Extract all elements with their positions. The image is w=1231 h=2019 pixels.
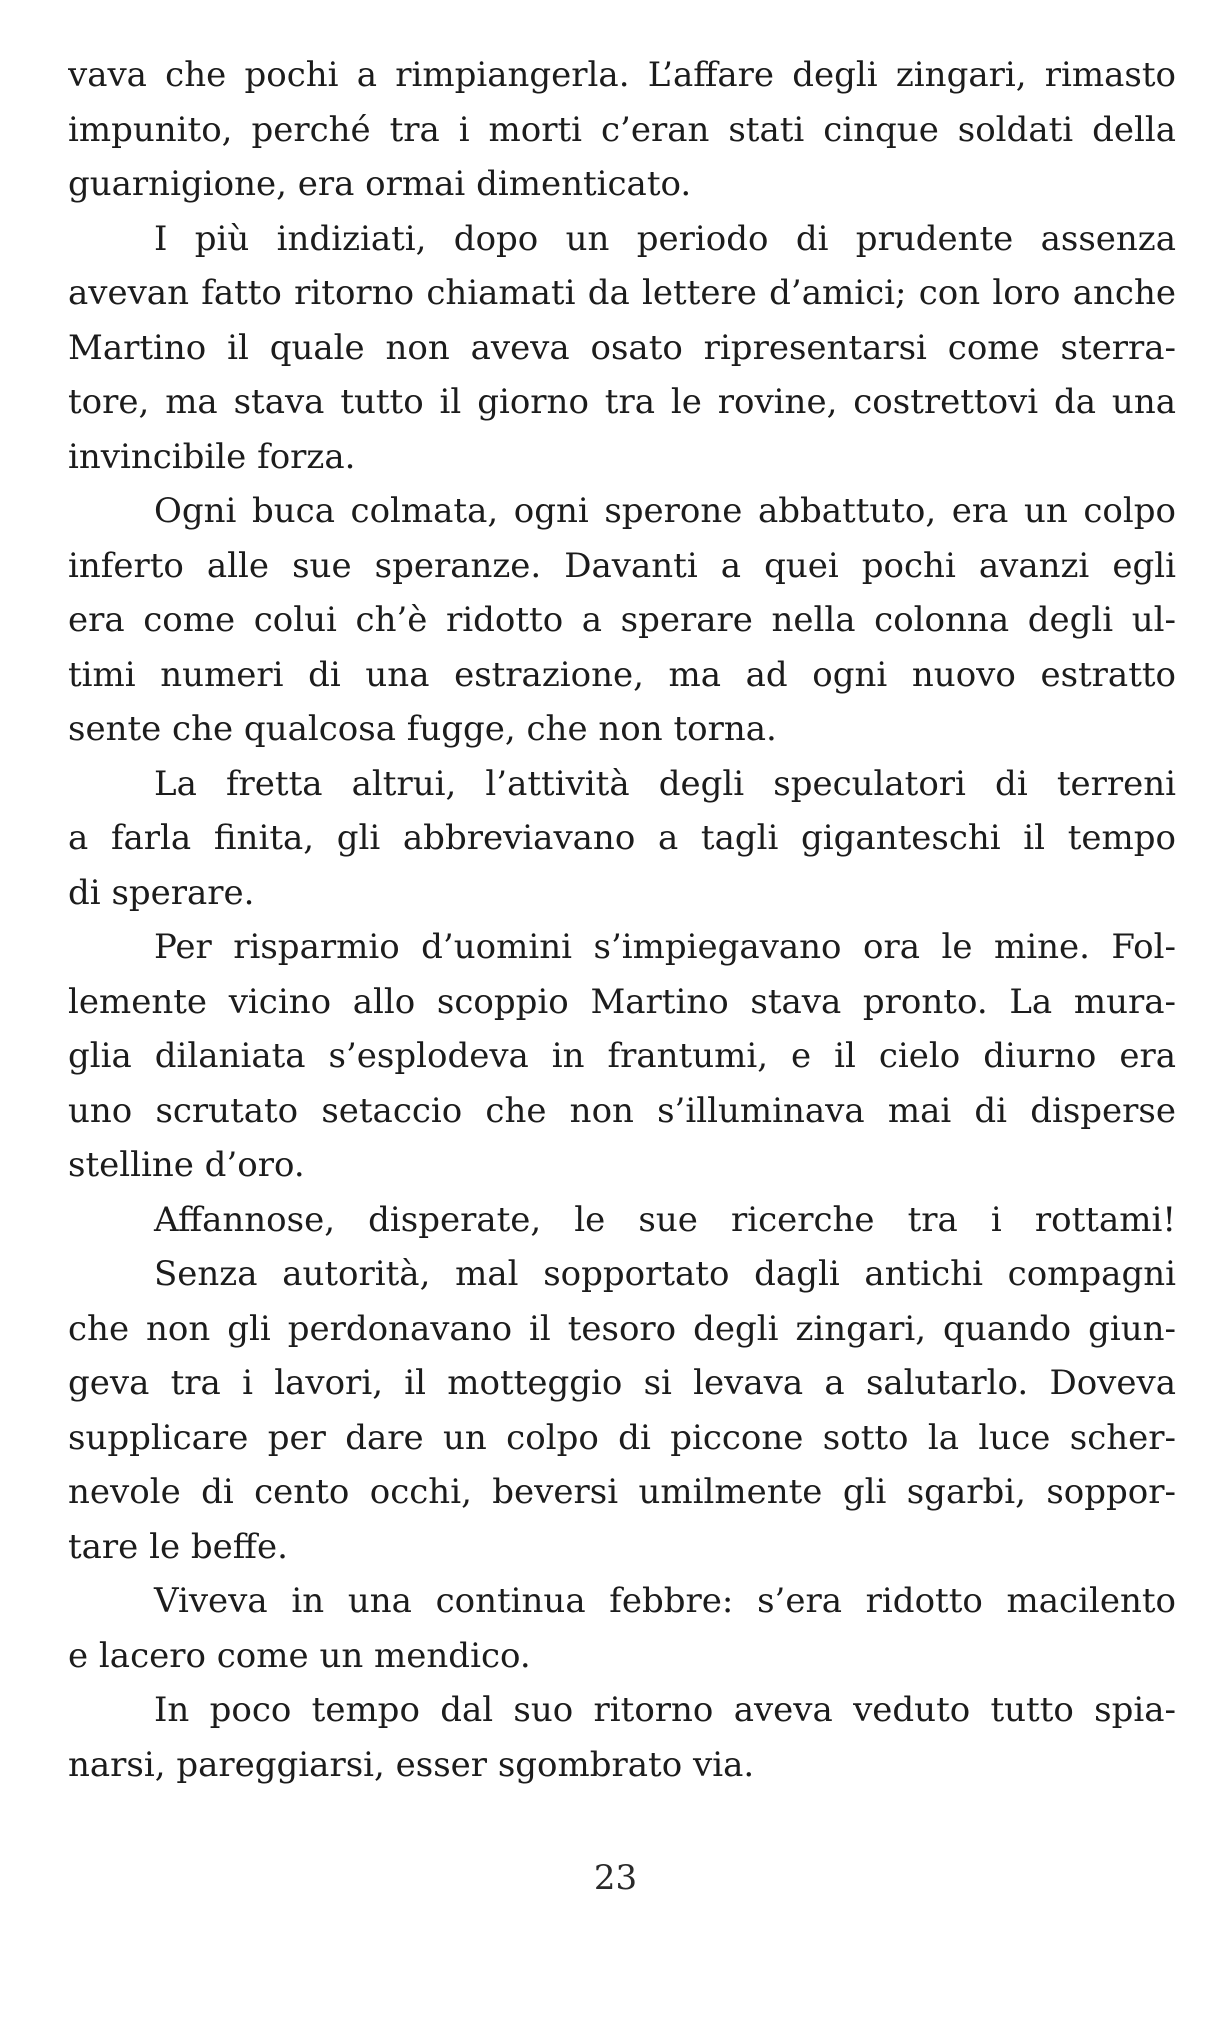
text-line: I più indiziati, dopo un periodo di prudente assenza bbox=[154, 218, 1176, 259]
text-line: Ogni buca colmata, ogni sperone abbattuto, era un colpo bbox=[154, 491, 1176, 531]
text-line: timi numeri di una estrazione, ma ad ogni nuovo estratto bbox=[68, 654, 1176, 695]
text-line: invincibile forza. bbox=[68, 436, 356, 477]
text-line: tare le beffe. bbox=[68, 1526, 288, 1567]
text-line: vava che pochi a rimpiangerla. L’affare degli zingari, rimasto bbox=[68, 55, 1176, 95]
text-line: avevan fatto ritorno chiamati da lettere d’amici; con loro anche bbox=[68, 273, 1176, 313]
text-line: inferto alle sue speranze. Davanti a quei pochi avanzi egli bbox=[68, 545, 1176, 586]
text-line: che non gli perdonavano il tesoro degli zingari, quando giun- bbox=[68, 1308, 1176, 1349]
text-line: a farla finita, gli abbreviavano a tagli giganteschi il tempo bbox=[68, 818, 1176, 858]
text-line: tore, ma stava tutto il giorno tra le rovine, costrettovi da una bbox=[68, 382, 1176, 422]
text-line: nevole di cento occhi, beversi umilmente gli sgarbi, soppor- bbox=[68, 1472, 1176, 1512]
text-line: In poco tempo dal suo ritorno aveva veduto tutto spia- bbox=[154, 1690, 1176, 1730]
text-line: impunito, perché tra i morti c’eran stati cinque soldati della bbox=[68, 109, 1176, 150]
text-line: supplicare per dare un colpo di piccone sotto la luce scher- bbox=[68, 1417, 1176, 1458]
text-line: Per risparmio d’uomini s’impiegavano ora le mine. Fol- bbox=[154, 927, 1176, 967]
text-line: uno scrutato setaccio che non s’illuminava mai di disperse bbox=[68, 1090, 1176, 1131]
text-line: sente che qualcosa fugge, che non torna. bbox=[68, 709, 777, 749]
text-line: era come colui ch’è ridotto a sperare nella colonna degli ul- bbox=[68, 600, 1176, 640]
text-line: di sperare. bbox=[68, 872, 255, 913]
page-number: 23 bbox=[593, 1858, 638, 1898]
text-line: geva tra i lavori, il motteggio si levava a salutarlo. Doveva bbox=[68, 1363, 1176, 1403]
text-line: guarnigione, era ormai dimenticato. bbox=[68, 164, 692, 204]
text-line: Senza autorità, mal sopportato dagli antichi compagni bbox=[154, 1254, 1176, 1294]
text-line: La fretta altrui, l’attività degli speculatori di terreni bbox=[154, 763, 1176, 804]
text-line: narsi, pareggiarsi, esser sgombrato via. bbox=[68, 1744, 755, 1785]
text-line: stelline d’oro. bbox=[68, 1145, 305, 1185]
text-line: e lacero come un mendico. bbox=[68, 1635, 531, 1676]
text-line: glia dilaniata s’esplodeva in frantumi, e il cielo diurno era bbox=[68, 1036, 1176, 1076]
text-line: Viveva in una continua febbre: s’era ridotto macilento bbox=[154, 1581, 1176, 1621]
page-body bbox=[68, 48, 1176, 1792]
text-line: lemente vicino allo scoppio Martino stava pronto. La mura- bbox=[68, 981, 1176, 1022]
text-line: Affannose, disperate, le sue ricerche tra i rottami! bbox=[154, 1199, 1176, 1240]
text-line: Martino il quale non aveva osato ripresentarsi come sterra- bbox=[68, 327, 1176, 368]
